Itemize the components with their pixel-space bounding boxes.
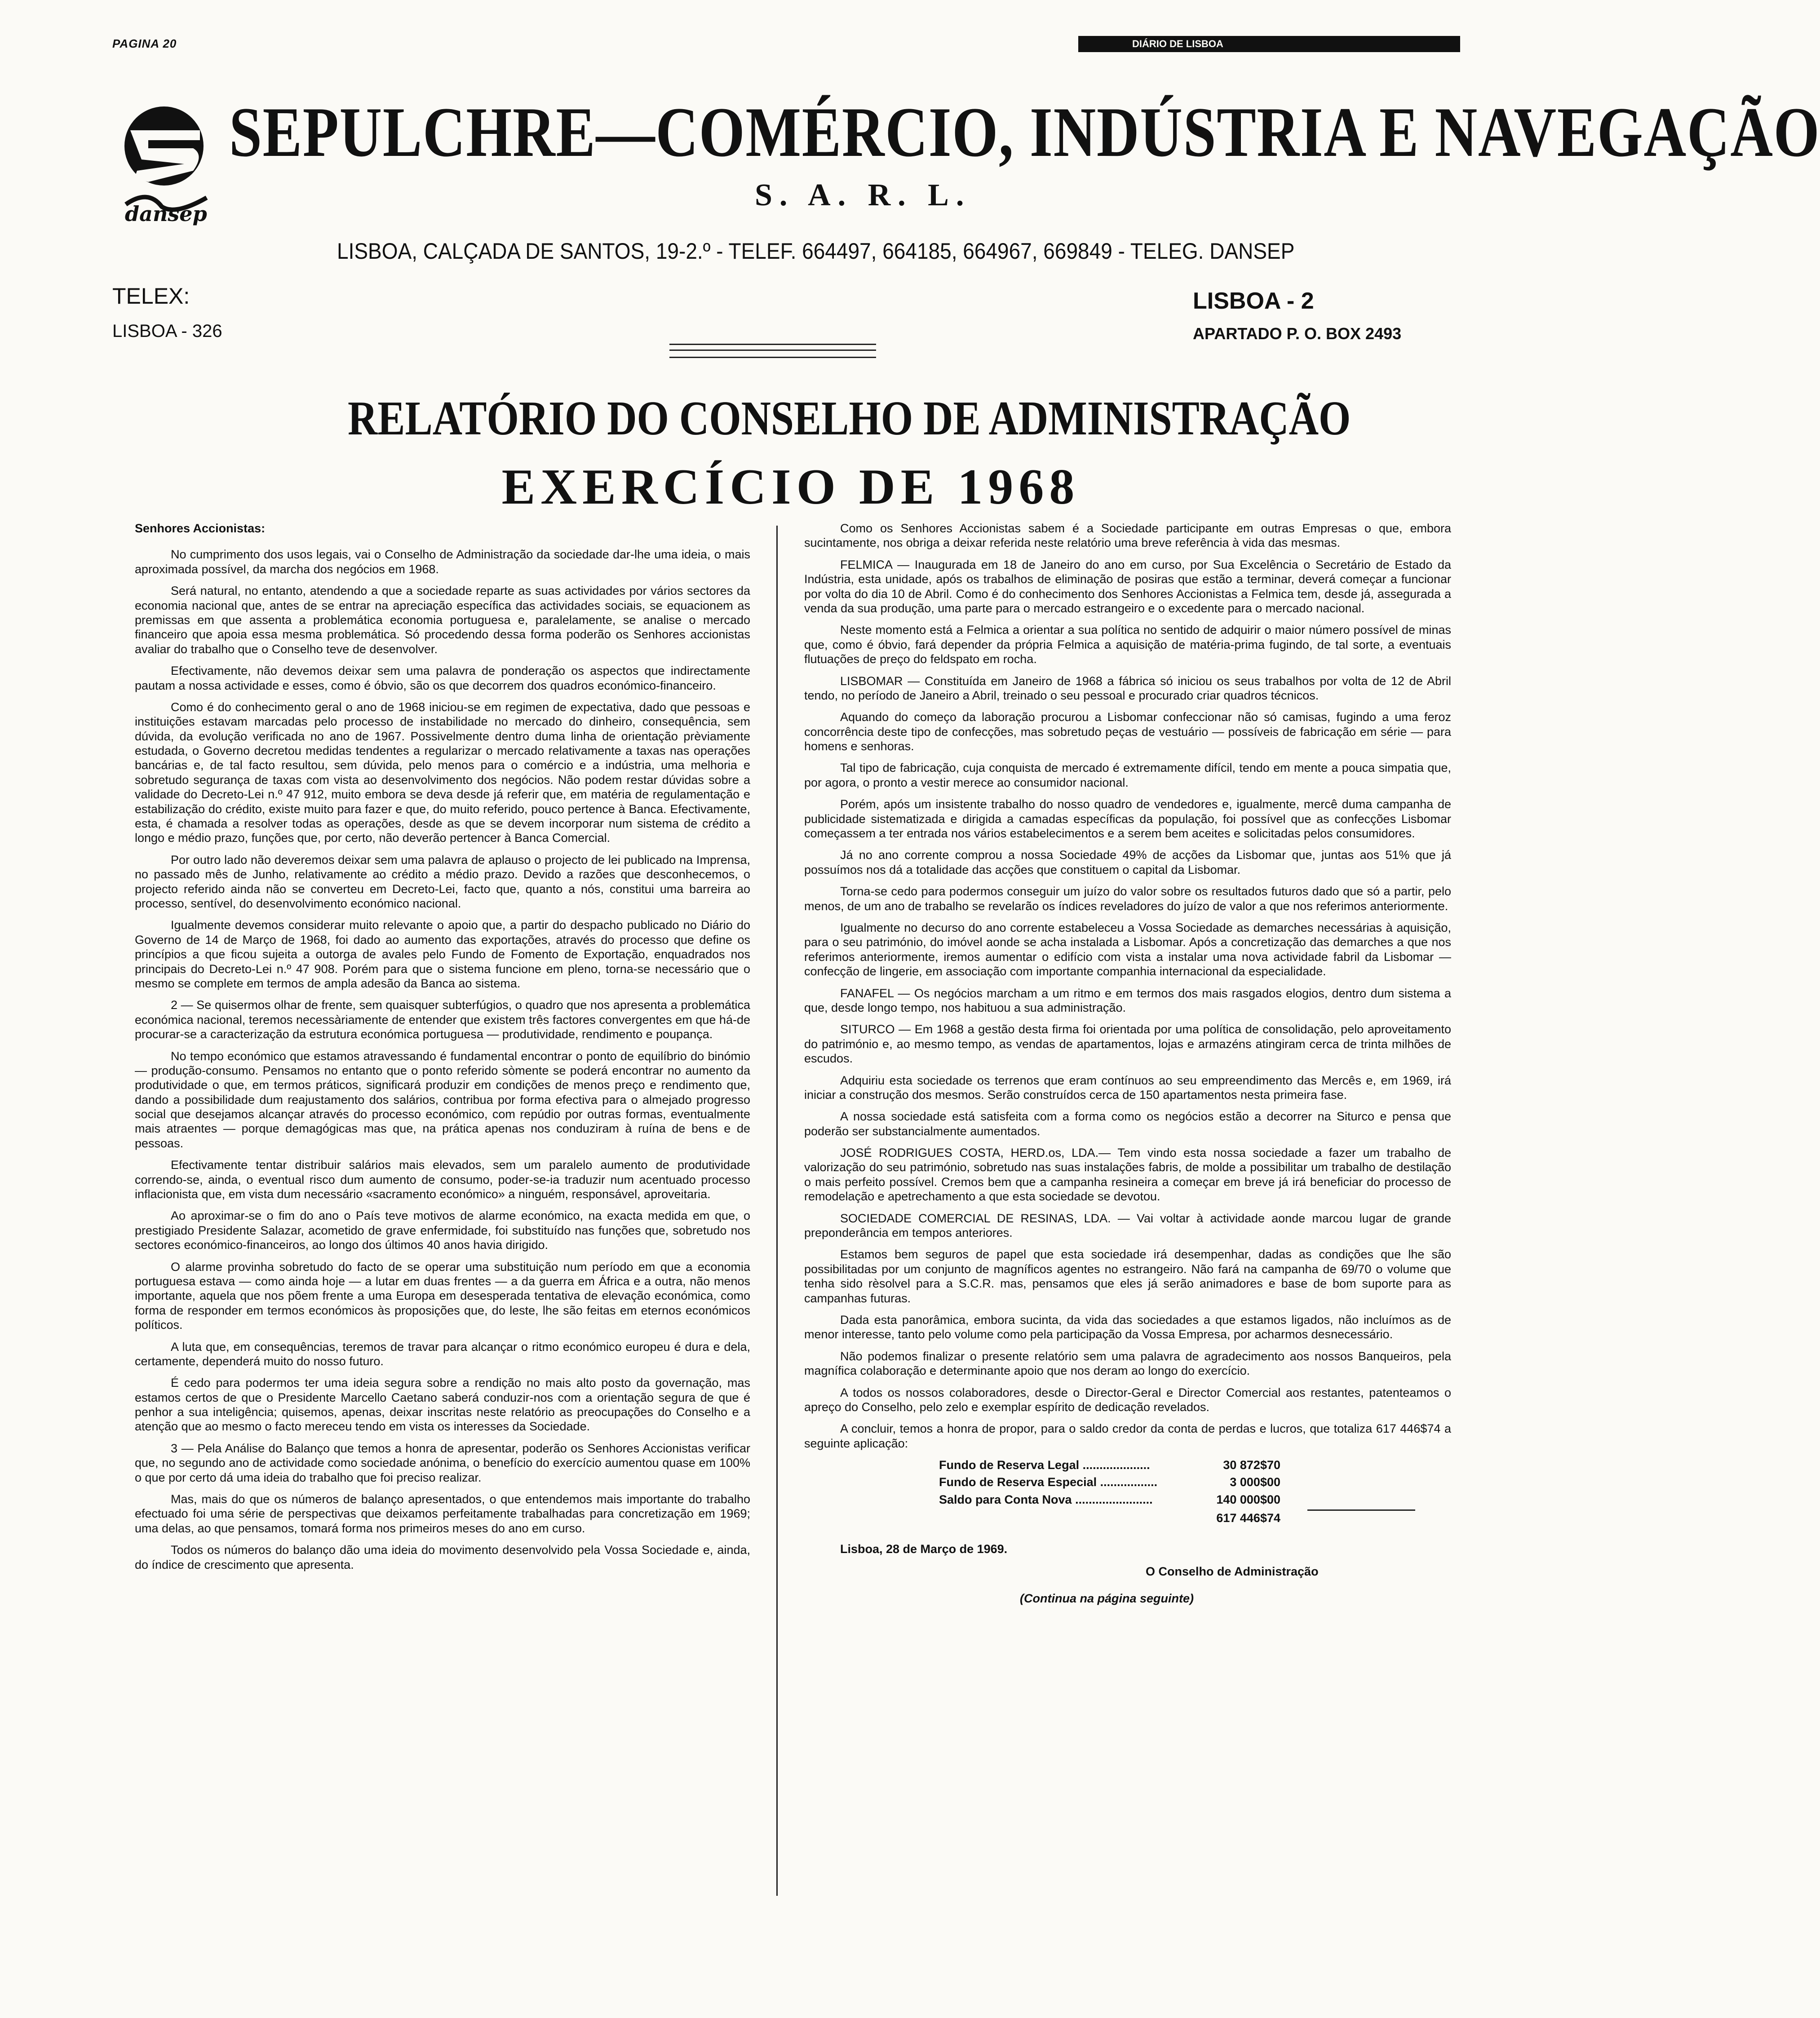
paragraph: Aquando do começo da laboração procurou a Lisbomar confeccionar não só camisas, fugindo a uma feroz concorrência deste tipo de confecções, mas sobretudo peças de vestuário — possíveis de fabricação em série — para homens e senhoras. [804, 710, 1451, 753]
right-column [804, 521, 1451, 1606]
paragraph: FELMICA — Inaugurada em 18 de Janeiro do ano em curso, por Sua Excelência o Secretário de Estado da Indústria, esta unidade, após os trabalhos de eliminação de posiras que estão a terminar, deverá começar a funcionar por volta do dia 10 de Abril. Como é do conhecimento dos Senhores Accionistas a Felmica tem, desde já, assegurada a venda da sua produção, uma parte para o mercado estrangeiro e o excedente para o mercado nacional. [804, 558, 1451, 615]
signoff-council: O Conselho de Administração [1146, 1565, 1319, 1579]
dansep-logo-icon [121, 103, 211, 225]
paragraph: Igualmente no decurso do ano corrente estabeleceu a Vossa Sociedade as demarches necessárias à aquisição, para o seu património, do imóvel aonde se acha instalada a Lisbomar. Após a concretização das demarches a que nos referimos anteriormente, iremos aumentar o edifício com vista a instalar uma nova actividade fabril da Lisbomar — confecção de lingerie, em associação com importante companhia internacional da especialidade. [804, 920, 1451, 978]
paragraph: A todos os nossos colaboradores, desde o Director-Geral e Director Comercial aos restantes, patenteamos o apreço do Conselho, pelo zelo e exemplar espírito de dedicação revelados. [804, 1385, 1451, 1414]
paragraph: Torna-se cedo para podermos conseguir um juízo do valor sobre os resultados futuros dado que só a partir, pelo menos, de um ano de trabalho se revelarão os índices reveladores do juízo de valor a que nos referimos anteriormente. [804, 885, 1451, 913]
company-name: SEPULCHRE—COMÉRCIO, INDÚSTRIA E NAVEGAÇÃO [229, 93, 1820, 172]
paragraph: Neste momento está a Felmica a orientar a sua política no sentido de adquirir o maior número possível de minas que, como é óbvio, fará depender da própria Felmica a aquisição de matéria-prima fugindo, de tal sorte, a eventuais flutuações de preço do feldspato em rocha. [804, 623, 1451, 666]
paragraph: Igualmente devemos considerar muito relevante o apoio que, a partir do despacho publicado no Diário do Governo de 14 de Março de 1968, foi dado ao aumento das exportações, através do processo que define os princípios a que ficou sujeita a outorga de avales pelo Fundo de Fomento de Exportação, enquadrados nos principais do Decreto-Lei n.º 47 908. Porém para que o sistema funcione em pleno, torna-se necessário que o mesmo se complete em termos de ampla adesão da Banca ao sistema. [135, 918, 750, 990]
paragraph: Ao aproximar-se o fim do ano o País teve motivos de alarme económico, na exacta medida em que, o prestigiado Presidente Salazar, acometido de grave enfermidade, foi substituído nas funções que, sobretudo nos sectores económico-financeiros, ao longo dos últimos 40 anos havia dirigido. [135, 1209, 750, 1252]
report-subtitle: EXERCÍCIO DE 1968 [501, 459, 1080, 515]
fund-label: Saldo para Conta Nova ....................... [939, 1492, 1153, 1506]
fund-total-row [939, 1511, 1451, 1525]
fund-row [939, 1458, 1451, 1472]
city-label: LISBOA - 2 [1193, 288, 1314, 314]
paragraph: Adquiriu esta sociedade os terrenos que eram contínuos ao seu empreendimento das Mercês e, em 1969, irá iniciar a construção dos mesmos. Serão construídos cerca de 150 apartamentos nesta primeira fase. [804, 1073, 1451, 1102]
company-address: LISBOA, CALÇADA DE SANTOS, 19-2.º - TELEF. 664497, 664185, 664967, 669849 - TELEG. DANSEP [337, 239, 1295, 264]
paragraph: Porém, após um insistente trabalho do nosso quadro de vendedores e, igualmente, mercê duma campanha de publicidade sistematizada e dirigida a camadas específicas da população, foi possível que as confecções Lisbomar começassem a ter entrada nos vários estabelecimentos e a serem bem aceites e solicitadas pelos consumidores. [804, 797, 1451, 841]
telex-label: TELEX: [112, 283, 190, 309]
paragraph: SOCIEDADE COMERCIAL DE RESINAS, LDA. — Vai voltar à actividade aonde marcou lugar de grande preponderância em tempos anteriores. [804, 1211, 1451, 1240]
paragraph: A nossa sociedade está satisfeita com a forma como os negócios estão a decorrer na Siturco e pensa que poderão ser substancialmente aumentados. [804, 1110, 1451, 1138]
telex-value: LISBOA - 326 [112, 321, 222, 341]
decorative-rule [669, 344, 876, 358]
signoff-date: Lisboa, 28 de Março de 1969. [840, 1542, 1008, 1556]
report-title: RELATÓRIO DO CONSELHO DE ADMINISTRAÇÃO [348, 392, 1351, 445]
paragraph: Tal tipo de fabricação, cuja conquista de mercado é extremamente difícil, tendo em mente a pouca simpatia que, por agora, o pronto a vestir merece ao consumidor nacional. [804, 761, 1451, 789]
paragraph: A luta que, em consequências, teremos de travar para alcançar o ritmo económico europeu é dura e dela, certamente, dependerá muito do nosso futuro. [135, 1340, 750, 1368]
paragraph: Como é do conhecimento geral o ano de 1968 iniciou-se em regimen de expectativa, dado que pessoas e instituições estavam marcadas pelo processo de instabilidade no mercado do dinheiro, consequência, sem dúvida, da evolução verificada no ano de 1967. Possivelmente dentro duma linha de orientação prèviamente estudada, o Governo decretou medidas tendentes a regularizar o mercado relativamente a taxas nas operações bancárias e, de tal facto resultou, sem dúvida, pelo menos para o comércio e a indústria, uma melhoria e sobretudo segurança de taxas com vista ao desenvolvimento dos negócios. Não podem restar dúvidas sobre a validade do Decreto-Lei n.º 47 912, muito embora se deva desde já referir que, em matéria de regulamentação e estabilização do crédito, existe muito para fazer e que, do muito referido, pouco pertence à Banca. Efectivamente, esta, é chamada a resolver todas as operações, desde as que se devem incorporar num sistema de crédito a longo e médio prazo, funções que, por certo, não deverão pertencer à Banca Comercial. [135, 700, 750, 845]
paragraph: No tempo económico que estamos atravessando é fundamental encontrar o ponto de equilíbrio do binómio — produção-consumo. Pensamos no entanto que o ponto referido sòmente se poderá encontrar no aumento da produtividade o que, em termos práticos, significará produzir em condições de menos preço e rendimento que, dando a possibilidade dum reajustamento dos salários, contribua por forma efectiva para o almejado progresso social que desejamos alcançar através do processo económico, com repúdio por outras formas, eventualmente mais atraentes — porque demagógicas mas que, na prática apenas nos conduziram à ruína de bens e de pessoas. [135, 1049, 750, 1150]
fund-amount: 140 000$00 [1216, 1492, 1280, 1506]
paragraph: 3 — Pela Análise do Balanço que temos a honra de apresentar, poderão os Senhores Accionistas verificar que, no segundo ano de actividade como sociedade anónima, o benefício do exercício aumentou quase em 100% o que por certo dá uma ideia do trabalho que foi preciso realizar. [135, 1441, 750, 1484]
paragraph: JOSÉ RODRIGUES COSTA, HERD.os, LDA.— Tem vindo esta nossa sociedade a fazer um trabalho de valorização do seu património, sobretudo nas suas instalações fabris, de molde a possibilitar um trabalho de destilação o mais perfeito possível. Cremos bem que a campanha resineira a começar em breve já irá beneficiar do processo de remodelação e apetrechamento a que esta sociedade se devotou. [804, 1146, 1451, 1204]
left-column [135, 521, 750, 1579]
fund-total: 617 446$74 [1216, 1511, 1280, 1525]
fund-label: Fundo de Reserva Especial ................. [939, 1475, 1158, 1489]
column-divider [776, 526, 778, 1896]
page-number: PAGINA 20 [112, 37, 177, 50]
po-box: APARTADO P. O. BOX 2493 [1193, 324, 1402, 343]
fund-allocation-table [939, 1458, 1451, 1526]
fund-row [939, 1475, 1451, 1489]
fund-label: Fundo de Reserva Legal .................... [939, 1458, 1150, 1472]
legal-form: S. A. R. L. [755, 178, 971, 212]
paragraph: Já no ano corrente comprou a nossa Sociedade 49% de acções da Lisbomar que, juntas aos 51% que já possuímos nos dá a totalidade das acções que constituem o capital da Lisbomar. [804, 848, 1451, 876]
paragraph: Por outro lado não deveremos deixar sem uma palavra de aplauso o projecto de lei publicado na Imprensa, no passado mês de Junho, relativamente ao crédito a médio prazo. Devido a razões que desconhecemos, o projecto referido ainda não se converteu em Decreto-Lei, facto que, quanto a nós, constitui uma barreira ao processo, sentível, do desenvolvimento económico nacional. [135, 853, 750, 910]
paragraph: FANAFEL — Os negócios marcham a um ritmo e em termos dos mais rasgados elogios, dentro dum sistema a que, desde longo tempo, nos habituou a sua administração. [804, 986, 1451, 1014]
paragraph: O alarme provinha sobretudo do facto de se operar uma substituição num período em que a economia portuguesa estava — como ainda hoje — a lutar em duas frentes — a da guerra em África e a outra, não menos importante, aquela que nos põem frente a uma Europa em desesperada tentativa de elevação económica, como forma de responder em termos económicos às proposições que, do leste, lhe são feitas em eternos económicos políticos. [135, 1260, 750, 1332]
logo-text: dansep [125, 202, 207, 226]
fund-row [939, 1492, 1451, 1507]
salutation: Senhores Accionistas: [135, 522, 266, 535]
paragraph: Todos os números do balanço dão uma ideia do movimento desenvolvido pela Vossa Sociedade e, ainda, do índice de crescimento que apresenta. [135, 1543, 750, 1571]
newspaper-name: DIÁRIO DE LISBOA [1132, 38, 1223, 49]
paragraph: 2 — Se quisermos olhar de frente, sem quaisquer subterfúgios, o quadro que nos apresenta a problemática económica nacional, teremos necessàriamente de entender que existem três factores convergentes em que há-de procurar-se a caracterização da estrutura económica portuguesa — produtividade, rendimento e poupança. [135, 998, 750, 1041]
paragraph: Efectivamente, não devemos deixar sem uma palavra de ponderação os aspectos que indirectamente pautam a nossa actividade e esses, como é óbvio, são os que decorrem dos quadros económico-financeiro. [135, 664, 750, 692]
paragraph: Dada esta panorâmica, embora sucinta, da vida das sociedades a que estamos ligados, não incluímos as de menor interesse, tanto pelo volume como pela participação da Vossa Empresa, por acharmos desnecessário. [804, 1313, 1451, 1341]
paragraph: É cedo para podermos ter uma ideia segura sobre a rendição no mais alto posto da governação, mas estamos certos de que o Presidente Marcello Caetano saberá conduzir-nos com a orientação segura de que é penhor a sua inteligência; quisemos, apenas, deixar inscritas neste relatório as preocupações do Conselho e a atenção que ao mesmo o facto mereceu tendo em vista os interesses da Sociedade. [135, 1376, 750, 1434]
fund-amount: 3 000$00 [1230, 1475, 1280, 1489]
paragraph: A concluir, temos a honra de propor, para o saldo credor da conta de perdas e lucros, que totaliza 617 446$74 a seguinte aplicação: [804, 1422, 1451, 1450]
paragraph: No cumprimento dos usos legais, vai o Conselho de Administração da sociedade dar-lhe uma ideia, o mais aproximada possível, da marcha dos negócios em 1968. [135, 548, 750, 576]
paragraph: Será natural, no entanto, atendendo a que a sociedade reparte as suas actividades por vários sectores da economia nacional que, antes de se entrar na apreciação específica das actividades sociais, se equacionem as premissas em que assenta a problemática economia portuguesa e, paralelamente, se analise o mercado financeiro que apoia essa mesma problemática. Só procedendo dessa forma poderão os Senhores accionistas avaliar do trabalho que o Conselho teve de desenvolver. [135, 584, 750, 656]
paragraph: Efectivamente tentar distribuir salários mais elevados, sem um paralelo aumento de produtividade correndo-se, ainda, o eventual risco dum aumento de consumo, poder-se-ia traduzir num acentuado processo inflacionista que, em vista dum necessário «sacramento económico» a ninguém, responsável, aproveitaria. [135, 1158, 750, 1201]
paragraph: SITURCO — Em 1968 a gestão desta firma foi orientada por uma política de consolidação, pelo aproveitamento do património e, ao mesmo tempo, as vendas de apartamentos, lojas e armazéns atingiram cerca de trinta milhões de escudos. [804, 1022, 1451, 1066]
fund-amount: 30 872$70 [1223, 1458, 1280, 1472]
paragraph: Mas, mais do que os números de balanço apresentados, o que entendemos mais importante do trabalho efectuado foi uma série de perspectivas que deixamos perfeitamente trabalhadas para concretização em 1969; uma delas, ao que pensamos, tomará forma nos primeiros meses do ano em curso. [135, 1492, 750, 1535]
header-bar [1078, 36, 1460, 52]
paragraph: Estamos bem seguros de papel que esta sociedade irá desempenhar, dadas as condições que lhe são possibilitadas por um conjunto de magníficos agentes no estrangeiro. Não fará na campanha de 69/70 o volume que tenha sido rèsolvel para a S.C.R. mas, pensamos que eles já serão animadores e base de bom suporte para as campanhas futuras. [804, 1248, 1451, 1305]
continued-note: (Continua na página seguinte) [1020, 1592, 1194, 1606]
paragraph: LISBOMAR — Constituída em Janeiro de 1968 a fábrica só iniciou os seus trabalhos por volta de 12 de Abril tendo, no período de Janeiro a Abril, treinado o seu pessoal e procurado criar quadros técnicos. [804, 674, 1451, 702]
paragraph: Como os Senhores Accionistas sabem é a Sociedade participante em outras Empresas o que, embora sucintamente, nos obriga a deixar referida neste relatório uma breve referência à vida das mesmas. [804, 522, 1451, 550]
paragraph: Não podemos finalizar o presente relatório sem uma palavra de agradecimento aos nossos Banqueiros, pela magnífica colaboração e determinante apoio que nos deram ao longo do exercício. [804, 1349, 1451, 1378]
